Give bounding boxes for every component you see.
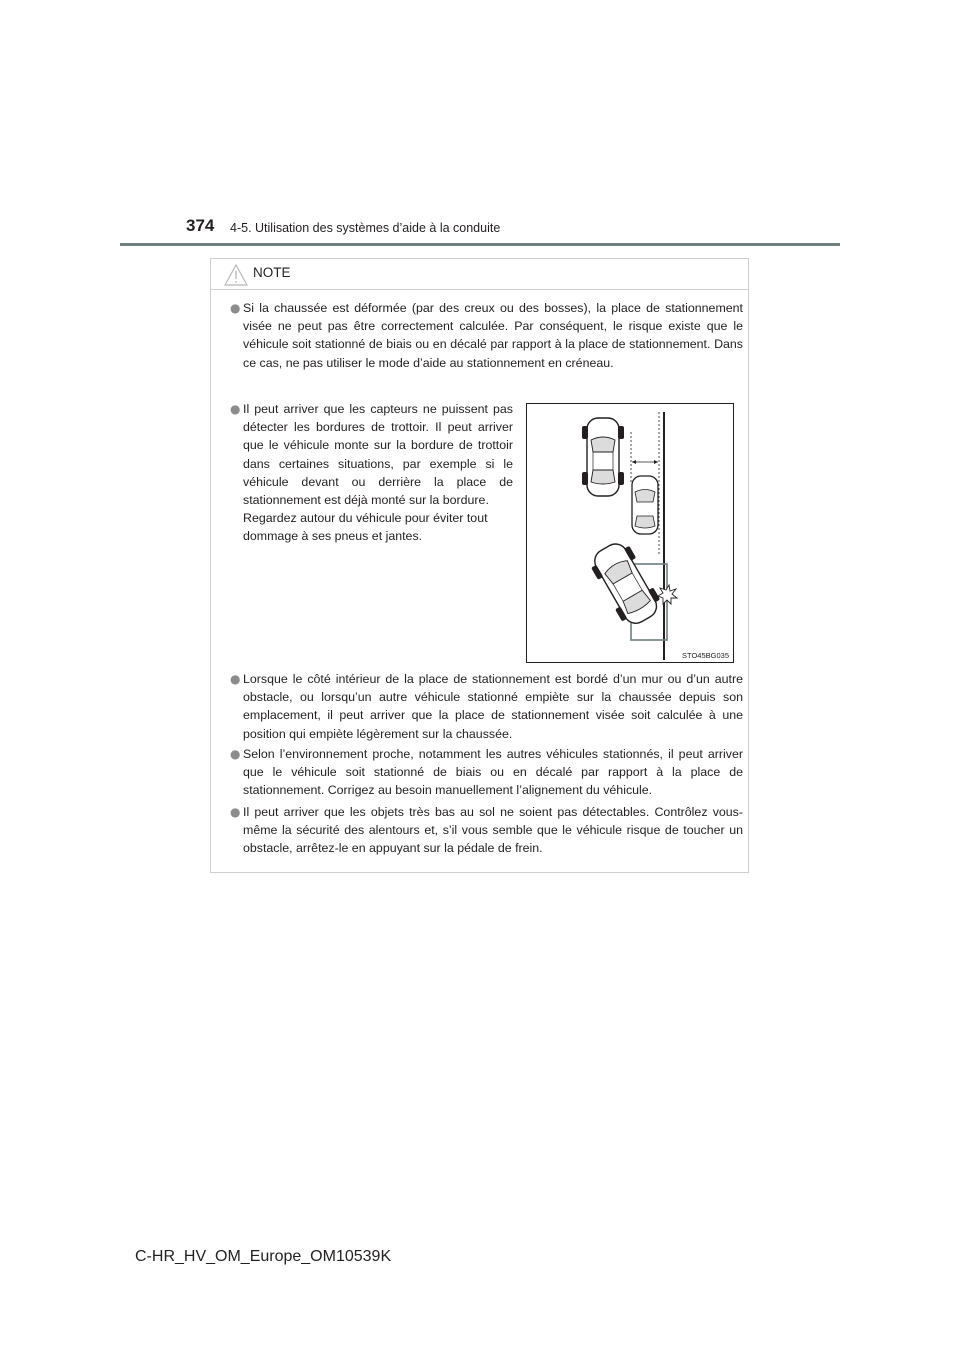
note-item-5 xyxy=(230,803,743,858)
header-rule xyxy=(120,243,840,246)
parked-car-front xyxy=(582,418,624,496)
reversing-car xyxy=(586,537,665,630)
note-item-4 xyxy=(230,745,743,800)
note-label: NOTE xyxy=(253,265,291,280)
note-header xyxy=(211,259,748,290)
note-item-text: Si la chaussée est déformée (par des creux ou des bosses), la place de stationnement visée ne peut pas être correctement calculée. Par conséquent, le risque existe que le véhicule soit stationné de biais ou en décalé par rapport à la place de stationnement. Dans ce cas, ne pas utiliser le mode d’aide au stationnement en créneau. xyxy=(243,301,743,370)
warning-triangle-icon xyxy=(224,264,248,286)
document-id: C-HR_HV_OM_Europe_OM10539K xyxy=(135,1248,392,1265)
note-item-text: Il peut arriver que les objets très bas au sol ne soient pas détectables. Contrôlez vous-même la sécurité des alentours et, s’il vous semble que le véhicule risque de toucher un obstacle, arrêtez-le en appuyant sur la pédale de frein. xyxy=(243,805,743,856)
circle-bullet-icon: ● xyxy=(230,301,241,315)
circle-bullet-icon: ● xyxy=(230,672,241,686)
note-box xyxy=(210,258,749,873)
section-title: 4-5. Utilisation des systèmes d’aide à la conduite xyxy=(230,221,501,235)
circle-bullet-icon: ● xyxy=(230,747,241,761)
note-item-3 xyxy=(230,670,743,743)
note-item-text: Il peut arriver que les capteurs ne puissent pas détecter les bordures de trottoir. Il peut arriver que le véhicule monte sur la bordure de trottoir dans certaines situations, par exemple si le véhicule devant ou derrière la place de stationnement est déjà monté sur la bordure. xyxy=(243,402,513,508)
note-item-text-continued: Regardez autour du véhicule pour éviter tout dommage à ses pneus et jantes. xyxy=(243,511,488,544)
note-item-2 xyxy=(230,400,513,546)
note-item-text: Lorsque le côté intérieur de la place de stationnement est bordé d’un mur ou d’un autre obstacle, ou lorsqu’un autre véhicule stationné empiète sur la chaussée depuis son emplacement, il peut arriver que la place de stationnement visée soit calculée à une position qui empiète légèrement sur la chaussée. xyxy=(243,672,743,741)
note-item-1 xyxy=(230,299,743,372)
figure-code: STO45BG035 xyxy=(682,651,729,660)
page-number: 374 xyxy=(186,216,215,235)
parked-car-behind xyxy=(632,476,658,534)
parking-illustration xyxy=(526,403,734,663)
note-item-text: Selon l’environnement proche, notamment les autres véhicules stationnés, il peut arriver que le véhicule soit stationné de biais ou en décalé par rapport à la place de stationnement. Corrigez au besoin manuellement l’alignement du véhicule. xyxy=(243,747,743,798)
circle-bullet-icon: ● xyxy=(230,805,241,819)
circle-bullet-icon: ● xyxy=(230,402,241,416)
parking-diagram xyxy=(527,404,734,663)
